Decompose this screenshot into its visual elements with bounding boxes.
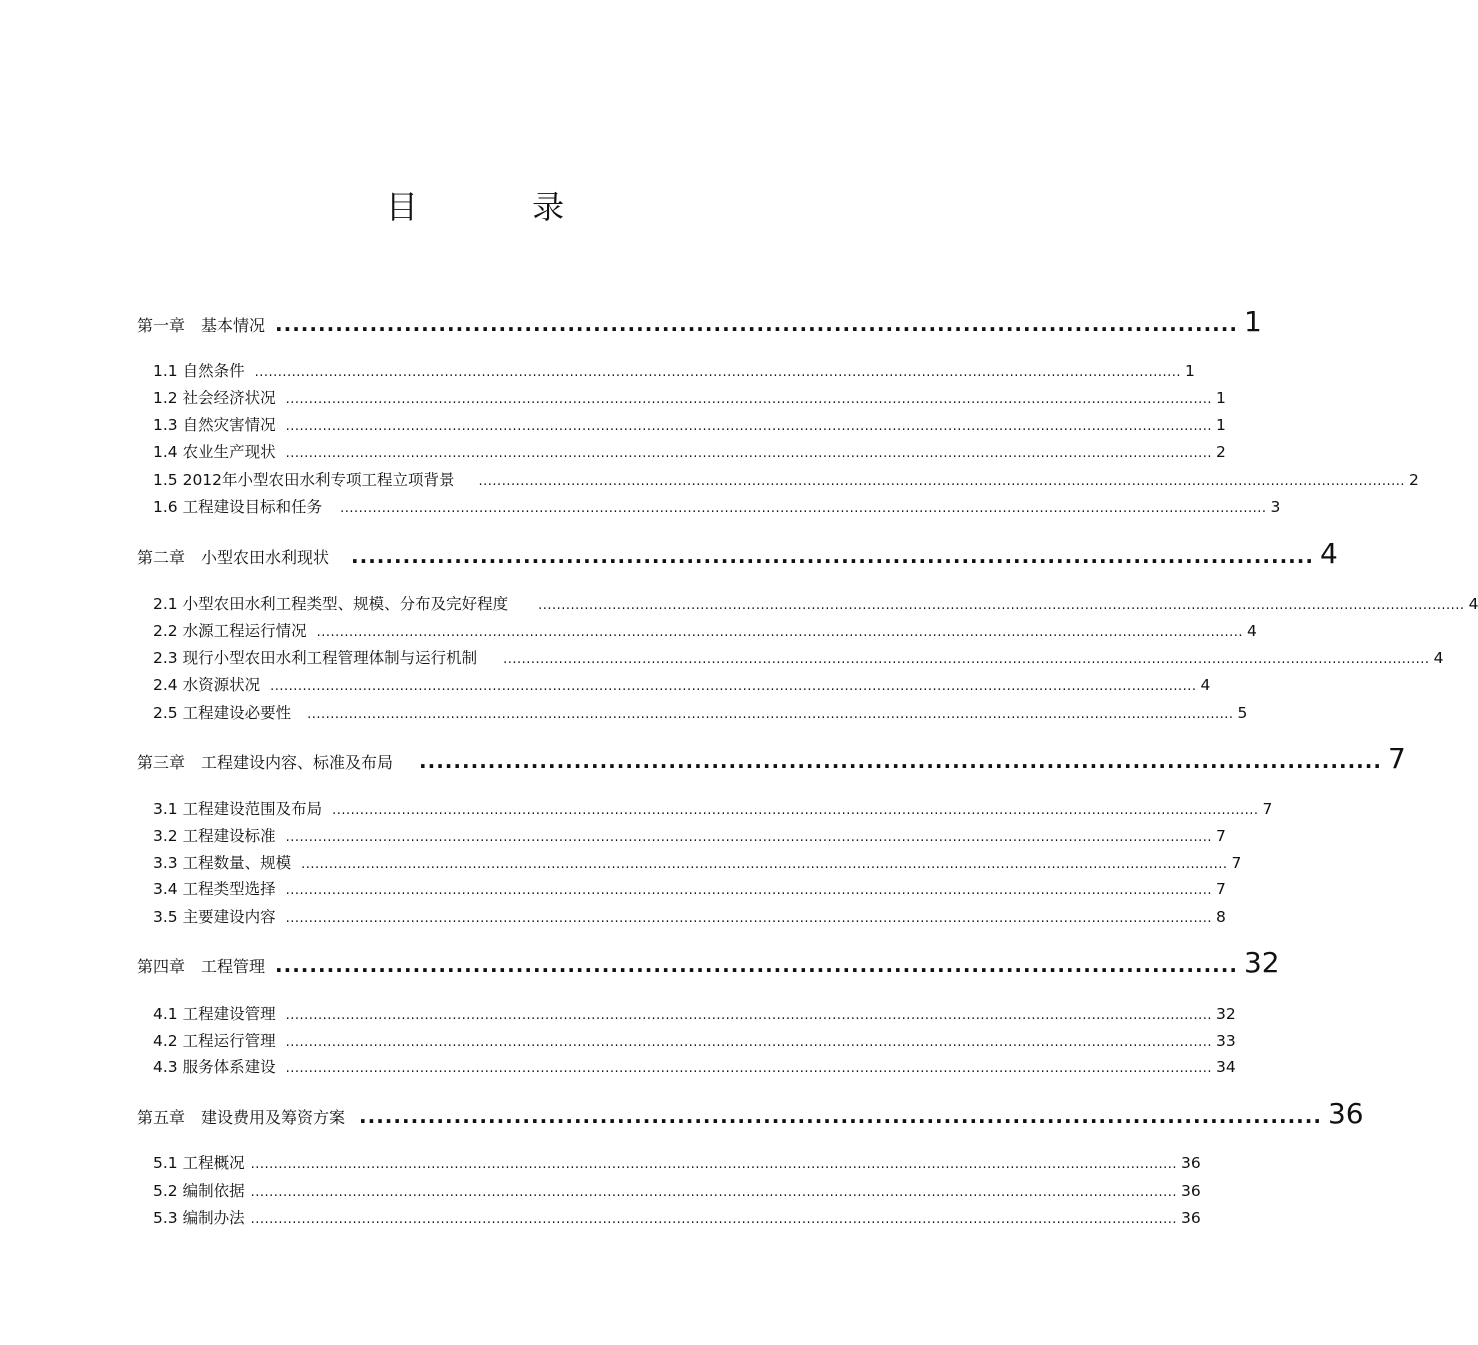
- dot-leader: ........................................................................................................................................................................................................: [285, 883, 1213, 898]
- toc-entry-4-3[interactable]: [153, 1055, 1236, 1077]
- entry-label: 3.3 工程数量、规模: [153, 854, 292, 872]
- chapter-page-number: 36: [1327, 1097, 1364, 1130]
- entry-page-number: 33: [1216, 1032, 1236, 1050]
- chapter-page-number: 7: [1387, 742, 1406, 775]
- entry-page-number: 2: [1409, 471, 1419, 489]
- toc-entry-1-1[interactable]: [153, 359, 1195, 381]
- toc-entry-4-1[interactable]: [153, 1002, 1236, 1024]
- entry-page-number: 4: [1247, 622, 1257, 640]
- toc-entry-2-3[interactable]: [153, 646, 1444, 668]
- dot-leader: ........................................................................................................................................................................................................: [503, 652, 1430, 667]
- toc-entry-2-4[interactable]: [153, 673, 1211, 695]
- chapter-page-number: 1: [1243, 305, 1262, 338]
- entry-page-number: 34: [1216, 1058, 1236, 1076]
- dot-leader: ................................................................................................................: [275, 312, 1238, 336]
- entry-label: 2.5 工程建设必要性: [153, 704, 292, 722]
- entry-label: 5.3 编制办法: [153, 1209, 245, 1227]
- chapter-label: 第一章 基本情况: [137, 316, 266, 335]
- entry-page-number: 4: [1200, 676, 1211, 694]
- dot-leader: ........................................................................................................................................................................................................: [285, 1008, 1213, 1023]
- dot-leader: ........................................................................................................................................................................................................: [285, 911, 1213, 926]
- entry-page-number: 7: [1231, 854, 1242, 872]
- entry-label: 3.1 工程建设范围及布局: [153, 800, 323, 818]
- dot-leader: ........................................................................................................................................................................................................: [285, 1035, 1213, 1050]
- dot-leader: ........................................................................................................................................................................................................: [538, 598, 1465, 613]
- toc-entry-5-1[interactable]: [153, 1151, 1201, 1173]
- entry-label: 1.4 农业生产现状: [153, 443, 276, 461]
- toc-entry-2-5[interactable]: [153, 701, 1248, 723]
- dot-leader: ................................................................................................................: [351, 544, 1314, 568]
- dot-leader: ........................................................................................................................................................................................................: [478, 474, 1405, 489]
- toc-chapter-5[interactable]: [137, 1097, 1364, 1137]
- entry-page-number: 7: [1216, 827, 1226, 845]
- entry-page-number: 1: [1185, 362, 1195, 380]
- dot-leader: ........................................................................................................................................................................................................: [250, 1185, 1178, 1200]
- toc-chapter-4[interactable]: [137, 946, 1280, 986]
- page-title: 目 录: [385, 188, 617, 226]
- dot-leader: ........................................................................................................................................................................................................: [340, 501, 1267, 516]
- entry-page-number: 7: [1216, 880, 1226, 898]
- toc-entry-5-3[interactable]: [153, 1206, 1201, 1228]
- dot-leader: ................................................................................................................: [359, 1104, 1322, 1128]
- toc-chapter-3[interactable]: [137, 742, 1406, 782]
- entry-page-number: 3: [1270, 498, 1281, 516]
- entry-page-number: 36: [1181, 1182, 1201, 1200]
- entry-label: 1.6 工程建设目标和任务: [153, 498, 323, 516]
- entry-page-number: 4: [1433, 649, 1444, 667]
- entry-label: 1.2 社会经济状况: [153, 389, 276, 407]
- dot-leader: ........................................................................................................................................................................................................: [285, 1061, 1213, 1076]
- entry-page-number: 1: [1216, 416, 1226, 434]
- entry-page-number: 8: [1216, 908, 1226, 926]
- entry-label: 1.1 自然条件: [153, 362, 245, 380]
- entry-label: 1.5 2012年小型农田水利专项工程立项背景: [153, 471, 455, 489]
- dot-leader: ........................................................................................................................................................................................................: [332, 803, 1259, 818]
- toc-entry-1-6[interactable]: [153, 495, 1281, 517]
- entry-label: 5.1 工程概况: [153, 1154, 245, 1172]
- dot-leader: ........................................................................................................................................................................................................: [285, 446, 1213, 461]
- dot-leader: ................................................................................................................: [419, 749, 1382, 773]
- entry-page-number: 7: [1262, 800, 1273, 818]
- toc-entry-5-2[interactable]: [153, 1179, 1201, 1201]
- chapter-label: 第五章 建设费用及筹资方案: [137, 1108, 346, 1127]
- dot-leader: ........................................................................................................................................................................................................: [285, 830, 1213, 845]
- dot-leader: ........................................................................................................................................................................................................: [250, 1212, 1178, 1227]
- toc-entry-3-3[interactable]: [153, 851, 1242, 873]
- entry-label: 3.5 主要建设内容: [153, 908, 276, 926]
- entry-label: 2.2 水源工程运行情况: [153, 622, 307, 640]
- dot-leader: ........................................................................................................................................................................................................: [270, 679, 1197, 694]
- entry-label: 2.1 小型农田水利工程类型、规模、分布及完好程度: [153, 595, 509, 613]
- toc-entry-1-4[interactable]: [153, 440, 1226, 462]
- toc-chapter-2[interactable]: [137, 537, 1338, 577]
- chapter-label: 第二章 小型农田水利现状: [137, 548, 330, 567]
- dot-leader: ................................................................................................................: [275, 953, 1238, 977]
- dot-leader: ........................................................................................................................................................................................................: [285, 419, 1213, 434]
- toc-entry-3-2[interactable]: [153, 824, 1226, 846]
- entry-label: 3.4 工程类型选择: [153, 880, 276, 898]
- toc-entry-1-2[interactable]: [153, 386, 1226, 408]
- entry-label: 1.3 自然灾害情况: [153, 416, 276, 434]
- dot-leader: ........................................................................................................................................................................................................: [307, 707, 1234, 722]
- dot-leader: ........................................................................................................................................................................................................: [301, 857, 1228, 872]
- toc-entry-3-5[interactable]: [153, 905, 1226, 927]
- dot-leader: ........................................................................................................................................................................................................: [254, 365, 1182, 380]
- toc-entry-4-2[interactable]: [153, 1029, 1236, 1051]
- entry-page-number: 1: [1216, 389, 1226, 407]
- toc-entry-2-2[interactable]: [153, 619, 1257, 641]
- chapter-label: 第三章 工程建设内容、标准及布局: [137, 753, 394, 772]
- entry-label: 4.3 服务体系建设: [153, 1058, 276, 1076]
- chapter-label: 第四章 工程管理: [137, 957, 266, 976]
- entry-page-number: 5: [1237, 704, 1248, 722]
- dot-leader: ........................................................................................................................................................................................................: [316, 625, 1244, 640]
- dot-leader: ........................................................................................................................................................................................................: [250, 1157, 1178, 1172]
- entry-page-number: 32: [1216, 1005, 1236, 1023]
- dot-leader: ........................................................................................................................................................................................................: [285, 392, 1213, 407]
- chapter-page-number: 32: [1243, 946, 1280, 979]
- toc-entry-3-4[interactable]: [153, 877, 1226, 899]
- entry-label: 4.2 工程运行管理: [153, 1032, 276, 1050]
- entry-page-number: 4: [1468, 595, 1478, 613]
- entry-page-number: 36: [1181, 1209, 1201, 1227]
- entry-label: 4.1 工程建设管理: [153, 1005, 276, 1023]
- toc-entry-1-5[interactable]: [153, 468, 1419, 490]
- chapter-page-number: 4: [1319, 537, 1338, 570]
- toc-entry-3-1[interactable]: [153, 797, 1273, 819]
- entry-page-number: 36: [1181, 1154, 1201, 1172]
- entry-page-number: 2: [1216, 443, 1226, 461]
- toc-entry-1-3[interactable]: [153, 413, 1226, 435]
- toc-chapter-1[interactable]: [137, 305, 1262, 345]
- entry-label: 2.3 现行小型农田水利工程管理体制与运行机制: [153, 649, 478, 667]
- entry-label: 5.2 编制依据: [153, 1182, 245, 1200]
- entry-label: 3.2 工程建设标准: [153, 827, 276, 845]
- toc-entry-2-1[interactable]: [153, 592, 1478, 614]
- entry-label: 2.4 水资源状况: [153, 676, 261, 694]
